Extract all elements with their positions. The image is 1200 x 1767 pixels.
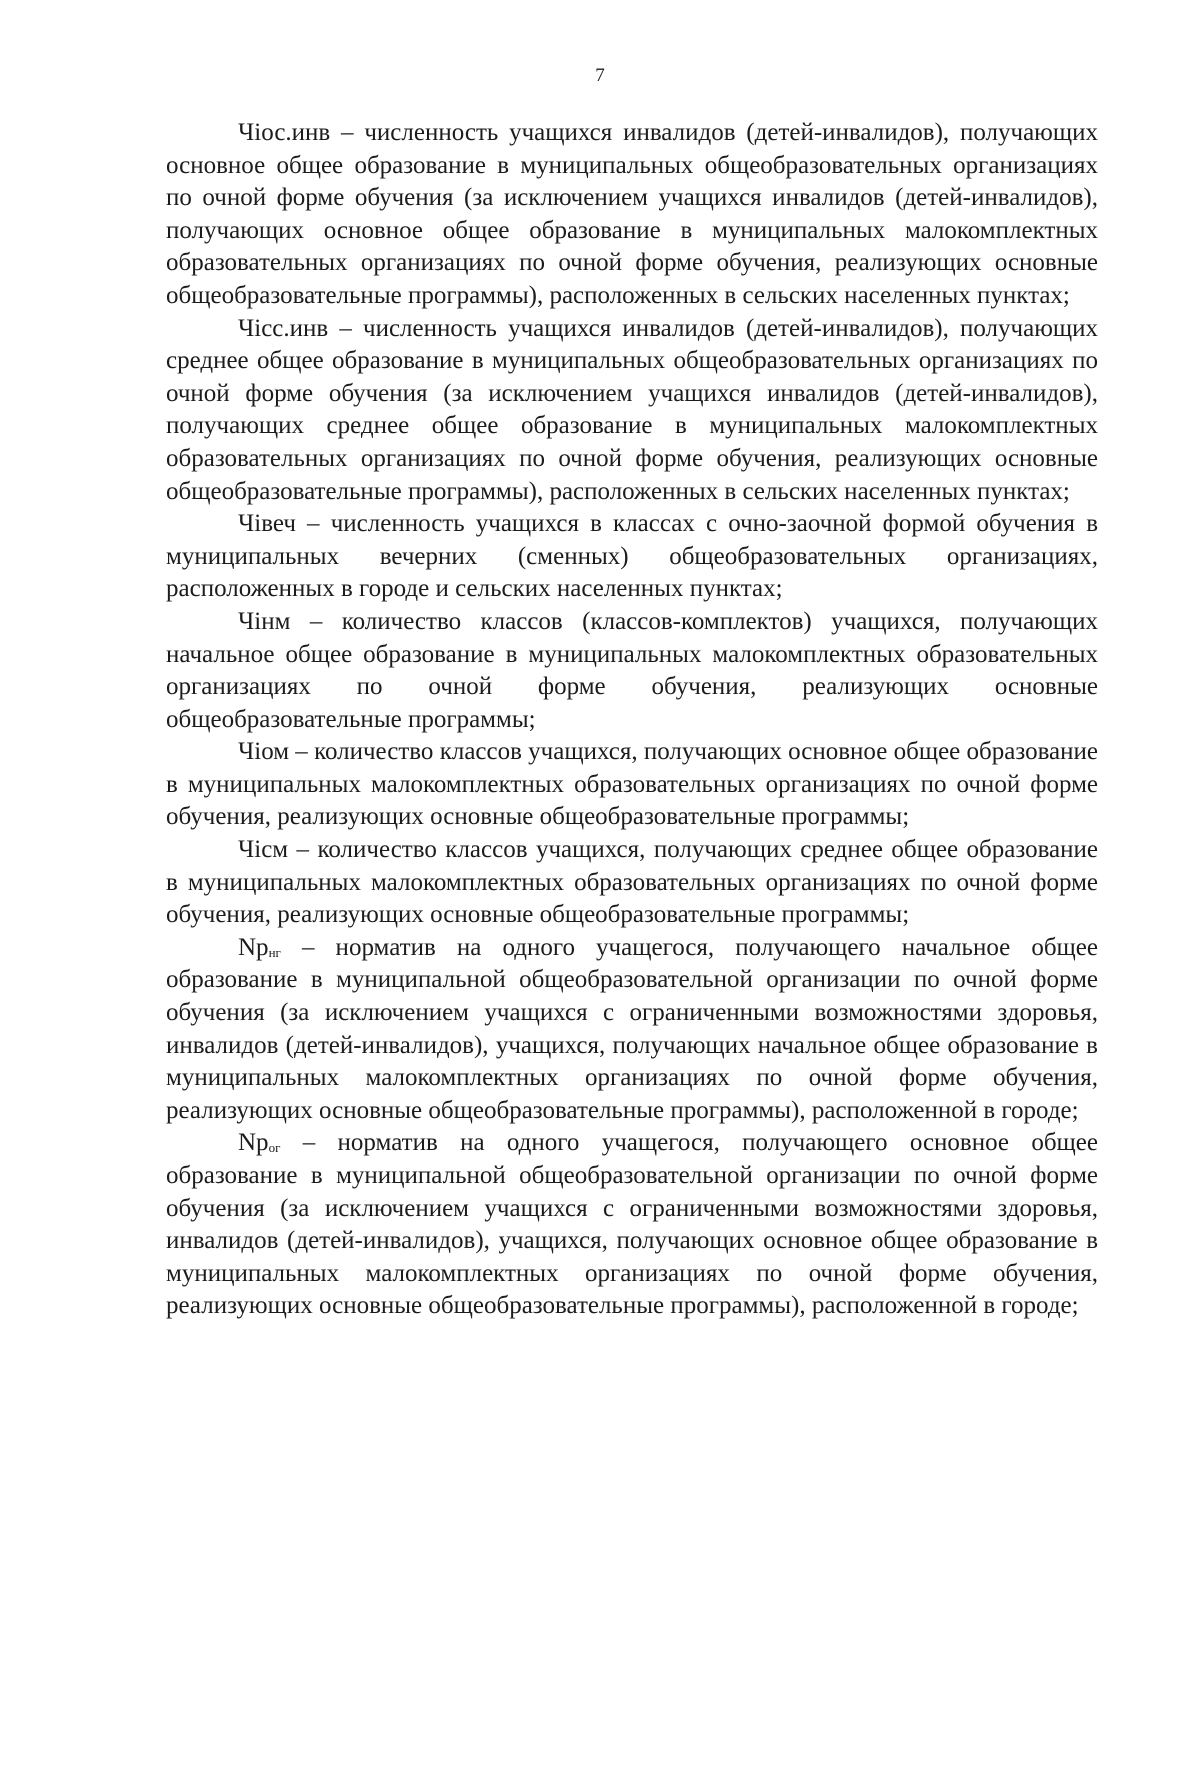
- definition-term: [238, 1129, 280, 1156]
- page-number: 7: [595, 65, 605, 86]
- definition-paragraph: Чiом – количество классов учащихся, получающих основное общее образование в муниципальных малокомплектных образовательных организациях по очной форме обучения, реализующих основные общеобразовательные программы;: [166, 738, 1098, 831]
- term-base: Np: [238, 1129, 269, 1157]
- term-subscript: ог: [268, 1140, 281, 1156]
- definition-text: – норматив на одного учащегося, получающего основное общее образование в муниципальной общеобразовательной организации по очной форме обучения (за исключением учащихся с ограниченными возможностями здоровья, инвалидов (детей-инвалидов), учащихся, получающих основное общее образование в муниципальных малокомплектных организациях по очной форме обучения, реализующих основные общеобразовательные программы), расположенной в городе;: [166, 1129, 1098, 1320]
- definition-paragraph: Чiсм – количество классов учащихся, получающих среднее общее образование в муниципальных малокомплектных образовательных организациях по очной форме обучения, реализующих основные общеобразовательные программы;: [166, 836, 1098, 929]
- document-body: [166, 117, 1098, 1323]
- definition-paragraph: Чiнм – количество классов (классов-комплектов) учащихся, получающих начальное общее образование в муниципальных малокомплектных образовательных организациях по очной форме обучения, реализующих основные общеобразовательные программы;: [166, 607, 1098, 733]
- definition-paragraph: Чiвеч – численность учащихся в классах с очно-заочной формой обучения в муниципальных вечерних (сменных) общеобразовательных организациях, расположенных в городе и сельских населенных пунктах;: [166, 510, 1098, 603]
- definition-paragraph: [166, 1127, 1098, 1323]
- definition-paragraph: Чiсс.инв – численность учащихся инвалидов (детей-инвалидов), получающих среднее общее образование в муниципальных общеобразовательных организациях по очной форме обучения (за исключением учащихся инвалидов (детей-инвалидов), получающих среднее общее образование в муниципальных малокомплектных образовательных организациях по очной форме обучения, реализующих основные общеобразовательные программы), расположенных в сельских населенных пунктах;: [166, 314, 1098, 505]
- definition-text: – норматив на одного учащегося, получающего начальное общее образование в муниципальной общеобразовательной организации по очной форме обучения (за исключением учащихся с ограниченными возможностями здоровья, инвалидов (детей-инвалидов), учащихся, получающих начальное общее образование в муниципальных малокомплектных организациях по очной форме обучения, реализующих основные общеобразовательные программы), расположенной в городе;: [166, 933, 1098, 1124]
- term-base: Np: [238, 933, 269, 961]
- definition-paragraph: [166, 932, 1098, 1128]
- definition-term: [238, 934, 281, 961]
- definition-paragraph: Чiос.инв – численность учащихся инвалидов (детей-инвалидов), получающих основное общее образование в муниципальных общеобразовательных организациях по очной форме обучения (за исключением учащихся инвалидов (детей-инвалидов), получающих основное общее образование в муниципальных малокомплектных образовательных организациях по очной форме обучения, реализующих основные общеобразовательные программы), расположенных в сельских населенных пунктах;: [166, 119, 1098, 309]
- term-subscript: нг: [268, 944, 281, 960]
